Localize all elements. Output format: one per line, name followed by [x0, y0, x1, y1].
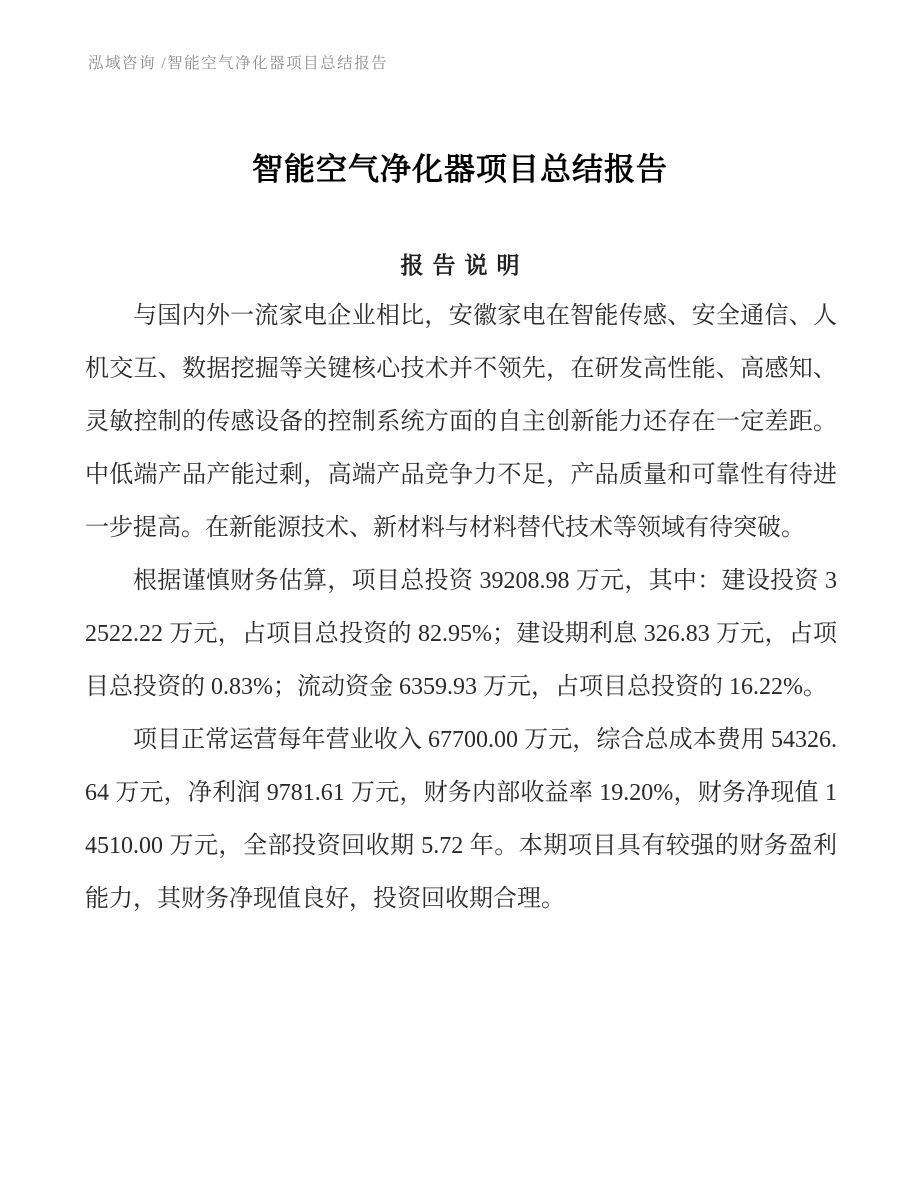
page-title: 智能空气净化器项目总结报告	[252, 152, 668, 187]
document-body	[85, 290, 837, 926]
running-header: 泓域咨询 /智能空气净化器项目总结报告	[88, 55, 389, 72]
paragraph-financials: 项目正常运营每年营业收入 67700.00 万元，综合总成本费用 54326.64 万元，净利润 9781.61 万元，财务内部收益率 19.20%，财务净现值 14510.00 万元，全部投资回收期 5.72 年。本期项目具有较强的财务盈利能力，其财务净现值良好，投资回收期合理。	[85, 727, 837, 912]
paragraph-overview: 与国内外一流家电企业相比，安徽家电在智能传感、安全通信、人机交互、数据挖掘等关键核心技术并不领先，在研发高性能、高感知、灵敏控制的传感设备的控制系统方面的自主创新能力还存在一定差距。中低端产品产能过剩，高端产品竞争力不足，产品质量和可靠性有待进一步提高。在新能源技术、新材料与材料替代技术等领域有待突破。	[85, 303, 837, 541]
section-heading: 报告说明	[400, 253, 529, 278]
paragraph-investment: 根据谨慎财务估算，项目总投资 39208.98 万元，其中：建设投资 32522.22 万元，占项目总投资的 82.95%；建设期利息 326.83 万元，占项目总投资的 0.83%；流动资金 6359.93 万元，占项目总投资的 16.22%。	[85, 568, 837, 700]
